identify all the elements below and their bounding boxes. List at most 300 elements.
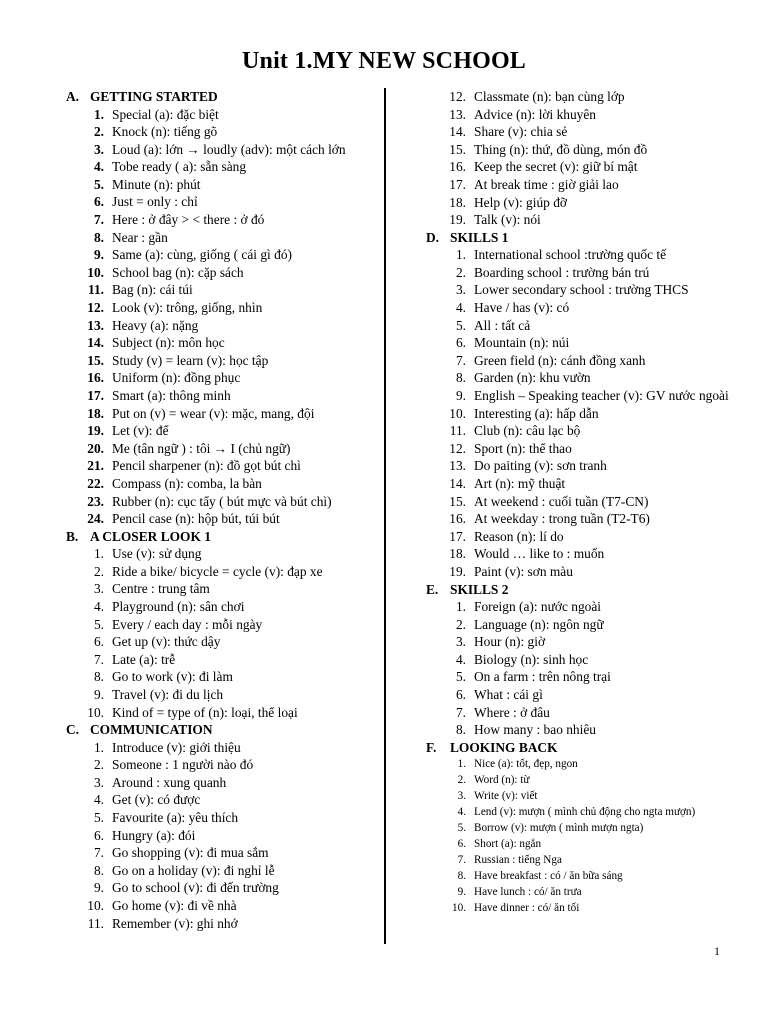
vocab-item	[426, 852, 746, 868]
item-number: 8.	[93, 669, 104, 685]
item-text: Special (a): đặc biệt	[112, 106, 219, 122]
vocab-item	[66, 686, 366, 704]
item-text: Word (n): từ	[474, 774, 530, 787]
item-number: 8.	[457, 870, 466, 883]
vocab-section	[426, 739, 746, 917]
vocab-item	[66, 844, 366, 862]
vocab-item	[66, 704, 366, 722]
item-number: 17.	[87, 388, 104, 403]
vocab-item	[66, 264, 366, 282]
vocab-item	[426, 317, 746, 335]
item-number: 14.	[87, 335, 104, 351]
item-text: English – Speaking teacher (v): GV nước ngoài	[474, 388, 729, 403]
vocab-item	[426, 772, 746, 788]
vocab-item	[426, 804, 746, 820]
item-text: Russian : tiếng Nga	[474, 854, 562, 867]
item-number: 6.	[93, 634, 104, 650]
item-text: Have breakfast : có / ăn bữa sáng	[474, 870, 623, 883]
vocab-item	[66, 106, 366, 124]
item-text: Classmate (n): bạn cùng lớp	[474, 89, 625, 104]
item-number: 4.	[455, 300, 466, 316]
vocab-item	[66, 211, 366, 229]
vocab-item	[426, 475, 746, 493]
vocab-item	[66, 123, 366, 141]
item-number: 7.	[93, 845, 104, 861]
item-text: Me (tân ngữ ) : tôi → I (chủ ngữ)	[112, 440, 291, 456]
document-title: Unit 1.MY NEW SCHOOL	[241, 48, 527, 74]
vocab-section	[66, 528, 366, 721]
item-text: Have lunch : có/ ăn trưa	[474, 886, 582, 899]
section-heading	[66, 528, 366, 546]
vocab-item	[66, 756, 366, 774]
section-title: SKILLS 2	[450, 581, 509, 597]
item-number: 17.	[449, 176, 466, 192]
item-number: 6.	[455, 335, 466, 351]
item-text: Loud (a): lớn → loudly (adv): một cách lớn	[112, 141, 346, 157]
item-text: Where : ở đâu	[474, 704, 550, 720]
section-title: GETTING STARTED	[90, 89, 218, 104]
vocab-item	[66, 281, 366, 299]
vocab-section	[426, 88, 746, 229]
item-number: 3.	[455, 282, 466, 298]
vocab-item	[66, 879, 366, 897]
vocab-item	[426, 158, 746, 176]
item-number: 7.	[93, 212, 104, 228]
item-number: 17.	[449, 528, 466, 544]
item-number: 2.	[93, 757, 104, 773]
item-text: Language (n): ngôn ngữ	[474, 616, 604, 632]
vocab-item	[66, 493, 366, 511]
item-text: Would … like to : muốn	[474, 546, 605, 562]
item-number: 9.	[93, 880, 104, 896]
vocab-section	[66, 721, 366, 932]
item-number: 1.	[455, 599, 466, 615]
vocab-list	[66, 739, 366, 933]
vocab-item	[66, 141, 366, 159]
vocab-item	[66, 405, 366, 423]
vocab-list	[426, 756, 746, 916]
section-heading	[426, 581, 746, 599]
item-number: 3.	[455, 634, 466, 650]
section-title: SKILLS 1	[450, 229, 509, 245]
vocab-item	[426, 868, 746, 884]
item-text: Favourite (a): yêu thích	[112, 810, 239, 826]
item-text: Garden (n): khu vườn	[474, 370, 591, 386]
section-letter: E.	[426, 581, 439, 597]
vocab-item	[426, 633, 746, 651]
vocab-item	[426, 563, 746, 581]
vocab-item	[66, 352, 366, 370]
item-number: 1.	[93, 106, 104, 122]
item-text: Club (n): câu lạc bộ	[474, 423, 581, 439]
item-text: Advice (n): lời khuyên	[474, 106, 596, 122]
vocab-item	[426, 836, 746, 852]
vocab-item	[426, 405, 746, 423]
item-number: 7.	[457, 854, 466, 867]
vocab-item	[66, 246, 366, 264]
item-text: Pencil sharpener (n): đồ gọt bút chì	[112, 458, 301, 474]
item-number: 4.	[457, 806, 466, 819]
vocab-item	[426, 246, 746, 264]
item-number: 13.	[87, 317, 104, 333]
section-heading	[66, 721, 366, 739]
item-text: Mountain (n): núi	[474, 335, 570, 351]
vocab-section	[66, 88, 366, 528]
item-number: 3.	[93, 774, 104, 790]
vocab-item	[426, 334, 746, 352]
item-text: Study (v) = learn (v): học tập	[112, 352, 269, 368]
item-number: 7.	[455, 704, 466, 720]
item-text: Late (a): trễ	[112, 651, 176, 667]
vocab-item	[426, 510, 746, 528]
vocab-item	[426, 528, 746, 546]
vocab-item	[66, 774, 366, 792]
item-number: 10.	[87, 898, 104, 914]
vocab-list	[426, 246, 746, 580]
item-text: Pencil case (n): hộp bút, túi bút	[112, 511, 280, 527]
vocab-item	[426, 352, 746, 370]
item-text: How many : bao nhiêu	[474, 722, 596, 738]
vocab-item	[66, 862, 366, 880]
right-column	[426, 88, 746, 916]
item-number: 5.	[93, 176, 104, 192]
left-column	[66, 88, 366, 932]
vocab-item	[66, 809, 366, 827]
item-number: 18.	[87, 405, 104, 421]
item-number: 1.	[455, 247, 466, 263]
item-text: Playground (n): sân chơi	[112, 599, 245, 615]
item-number: 4.	[93, 792, 104, 808]
item-text: Go to work (v): đi làm	[112, 669, 233, 685]
vocab-item	[426, 598, 746, 616]
section-heading	[426, 229, 746, 247]
item-text: Go home (v): đi về nhà	[112, 898, 237, 914]
vocab-item	[426, 387, 746, 405]
vocab-item	[426, 668, 746, 686]
item-text: At break time : giờ giải lao	[474, 176, 619, 192]
item-text: Go shopping (v): đi mua sắm	[112, 845, 269, 861]
item-text: Put on (v) = wear (v): mặc, mang, đội	[112, 405, 315, 421]
vocab-item	[66, 668, 366, 686]
item-text: Boarding school : trường bán trú	[474, 264, 650, 280]
vocab-item	[66, 229, 366, 247]
item-number: 10.	[452, 902, 466, 915]
item-number: 12.	[87, 300, 104, 316]
item-text: Talk (v): nói	[474, 212, 541, 228]
item-text: Heavy (a): nặng	[112, 317, 199, 333]
vocab-item	[426, 141, 746, 159]
vocab-item	[426, 721, 746, 739]
vocab-item	[426, 686, 746, 704]
item-number: 10.	[87, 264, 104, 280]
item-number: 2.	[455, 264, 466, 280]
item-text: Get (v): có được	[112, 792, 201, 808]
vocab-item	[66, 598, 366, 616]
item-text: Have dinner : có/ ăn tối	[474, 902, 580, 915]
item-number: 6.	[93, 827, 104, 843]
vocab-item	[426, 123, 746, 141]
item-text: Minute (n): phút	[112, 176, 201, 192]
vocab-section	[426, 581, 746, 739]
item-text: Remember (v): ghi nhớ	[112, 915, 238, 931]
item-text: At weekday : trong tuần (T2-T6)	[474, 511, 650, 527]
item-text: Just = only : chỉ	[112, 194, 198, 210]
item-text: Knock (n): tiếng gõ	[112, 124, 218, 140]
vocab-list	[66, 545, 366, 721]
vocab-item	[66, 317, 366, 335]
item-number: 21.	[87, 458, 104, 474]
item-text: Use (v): sử dụng	[112, 546, 202, 562]
vocab-item	[426, 194, 746, 212]
vocab-item	[426, 299, 746, 317]
item-number: 15.	[449, 141, 466, 157]
section-letter: B.	[66, 528, 79, 544]
item-text: Travel (v): đi du lịch	[112, 687, 224, 702]
section-title: COMMUNICATION	[90, 722, 213, 738]
section-title: A CLOSER LOOK 1	[90, 528, 211, 544]
vocab-item	[66, 475, 366, 493]
item-number: 9.	[93, 247, 104, 263]
item-number: 4.	[93, 599, 104, 615]
item-text: Rubber (n): cục tẩy ( bút mực và bút chì)	[112, 493, 332, 509]
vocab-item	[426, 440, 746, 458]
section-letter: A.	[66, 89, 80, 104]
vocab-item	[426, 106, 746, 124]
vocab-item	[66, 791, 366, 809]
item-number: 2.	[455, 616, 466, 632]
item-number: 5.	[457, 822, 466, 835]
item-number: 5.	[455, 669, 466, 685]
item-text: Uniform (n): đồng phục	[112, 370, 241, 386]
item-text: Let (v): để	[112, 423, 169, 439]
item-text: Subject (n): môn học	[112, 335, 225, 351]
item-text: On a farm : trên nông trại	[474, 669, 611, 685]
vocab-item	[426, 211, 746, 229]
item-text: Look (v): trông, giống, nhìn	[112, 300, 263, 316]
item-text: Do paiting (v): sơn tranh	[474, 458, 607, 474]
item-number: 7.	[93, 651, 104, 667]
item-number: 8.	[455, 722, 466, 738]
item-number: 9.	[93, 687, 104, 702]
item-number: 1.	[93, 546, 104, 562]
section-letter: D.	[426, 229, 440, 245]
vocab-item	[66, 299, 366, 317]
vocab-list	[426, 598, 746, 739]
vocab-item	[66, 651, 366, 669]
vocab-item	[426, 884, 746, 900]
item-text: Compass (n): comba, la bàn	[112, 475, 262, 491]
item-number: 19.	[449, 212, 466, 228]
item-text: Go to school (v): đi đến trường	[112, 880, 279, 896]
item-number: 1.	[457, 758, 466, 771]
item-text: Short (a): ngắn	[474, 838, 542, 851]
item-number: 3.	[93, 581, 104, 597]
section-title: LOOKING BACK	[450, 739, 558, 755]
vocab-item	[66, 193, 366, 211]
item-text: Interesting (a): hấp dẫn	[474, 405, 599, 421]
item-text: Nice (a): tốt, đẹp, ngon	[474, 758, 578, 771]
item-number: 13.	[449, 458, 466, 474]
vocab-item	[66, 616, 366, 634]
vocab-item	[66, 422, 366, 440]
item-number: 1.	[93, 739, 104, 755]
item-number: 20.	[87, 440, 104, 456]
item-text: International school :trường quốc tế	[474, 247, 667, 263]
item-text: Ride a bike/ bicycle = cycle (v): đạp xe	[112, 563, 323, 579]
item-number: 15.	[87, 352, 104, 368]
vocab-item	[66, 897, 366, 915]
item-text: Lend (v): mượn ( mình chủ động cho ngta mượn)	[474, 806, 696, 819]
item-number: 5.	[93, 616, 104, 632]
vocab-item	[66, 563, 366, 581]
vocab-item	[426, 545, 746, 563]
vocab-item	[66, 387, 366, 405]
item-number: 3.	[93, 141, 104, 157]
section-heading	[426, 739, 746, 757]
item-number: 4.	[455, 651, 466, 667]
vocab-item	[426, 281, 746, 299]
item-text: Hungry (a): đói	[112, 827, 196, 843]
item-text: Borrow (v): mượn ( mình mượn ngta)	[474, 822, 644, 835]
item-text: Introduce (v): giới thiệu	[112, 739, 241, 755]
item-number: 16.	[87, 370, 104, 386]
item-text: Same (a): cùng, giống ( cái gì đó)	[112, 247, 292, 263]
item-number: 9.	[457, 886, 466, 899]
item-number: 2.	[93, 563, 104, 579]
item-number: 3.	[457, 790, 466, 803]
vocab-item	[426, 369, 746, 387]
item-number: 2.	[93, 124, 104, 140]
item-number: 8.	[93, 229, 104, 245]
item-number: 18.	[449, 194, 466, 210]
item-text: Keep the secret (v): giữ bí mật	[474, 159, 638, 175]
item-number: 13.	[449, 106, 466, 122]
vocab-item	[426, 264, 746, 282]
item-text: Art (n): mỹ thuật	[474, 475, 566, 491]
item-number: 11.	[88, 282, 104, 298]
page-number: 1	[714, 944, 720, 958]
item-number: 8.	[93, 862, 104, 878]
vocab-item	[426, 820, 746, 836]
vocab-item	[66, 633, 366, 651]
item-number: 24.	[87, 511, 104, 527]
item-number: 11.	[87, 915, 104, 931]
item-text: Help (v): giúp đỡ	[474, 194, 567, 210]
item-text: Reason (n): lí do	[474, 528, 564, 544]
item-text: Go on a holiday (v): đi nghỉ lễ	[112, 862, 275, 878]
item-number: 8.	[455, 370, 466, 386]
item-number: 14.	[449, 124, 466, 140]
item-number: 22.	[87, 475, 104, 491]
item-text: Foreign (a): nước ngoài	[474, 599, 602, 615]
item-number: 2.	[457, 774, 466, 787]
item-number: 4.	[93, 159, 104, 175]
column-divider	[384, 88, 386, 944]
item-number: 6.	[455, 687, 466, 702]
item-text: What : cái gì	[474, 687, 543, 702]
vocab-item	[426, 493, 746, 511]
item-number: 10.	[87, 704, 104, 720]
vocab-item	[66, 827, 366, 845]
item-number: 16.	[449, 511, 466, 527]
vocab-item	[426, 422, 746, 440]
item-text: Sport (n): thể thao	[474, 440, 572, 456]
vocab-section	[426, 229, 746, 581]
vocab-item	[426, 756, 746, 772]
item-number: 5.	[93, 810, 104, 826]
item-text: Around : xung quanh	[112, 774, 227, 790]
item-number: 16.	[449, 159, 466, 175]
vocab-list	[66, 106, 366, 528]
item-text: Centre : trung tâm	[112, 581, 210, 597]
item-number: 10.	[449, 405, 466, 421]
vocab-item	[426, 900, 746, 916]
item-number: 6.	[93, 194, 104, 210]
item-number: 9.	[455, 388, 466, 403]
item-text: At weekend : cuối tuần (T7-CN)	[474, 493, 649, 509]
vocab-item	[426, 176, 746, 194]
vocab-item	[426, 788, 746, 804]
item-text: Near : gần	[112, 229, 168, 245]
item-text: Paint (v): sơn màu	[474, 563, 573, 579]
vocab-item	[426, 457, 746, 475]
vocab-item	[426, 651, 746, 669]
vocab-item	[66, 176, 366, 194]
item-number: 6.	[457, 838, 466, 851]
item-text: Share (v): chia sẻ	[474, 124, 568, 140]
item-number: 19.	[87, 423, 104, 439]
item-text: All : tất cả	[474, 317, 531, 333]
vocab-item	[66, 510, 366, 528]
vocab-item	[66, 915, 366, 933]
vocab-item	[66, 580, 366, 598]
item-text: Green field (n): cánh đồng xanh	[474, 352, 646, 368]
section-letter: F.	[426, 739, 437, 755]
vocab-item	[66, 545, 366, 563]
section-letter: C.	[66, 722, 80, 738]
item-text: Every / each day : mỗi ngày	[112, 616, 263, 632]
item-text: Get up (v): thức dậy	[112, 634, 221, 650]
vocab-item	[66, 440, 366, 458]
item-text: Here : ở đây > < there : ở đó	[112, 212, 265, 228]
item-text: Biology (n): sinh học	[474, 651, 589, 667]
vocab-item	[66, 334, 366, 352]
item-text: Have / has (v): có	[474, 300, 570, 316]
item-text: Write (v): viết	[474, 790, 538, 803]
item-text: Hour (n): giờ	[474, 634, 546, 650]
vocab-item	[66, 369, 366, 387]
vocab-item	[66, 457, 366, 475]
item-number: 18.	[449, 546, 466, 562]
item-number: 5.	[455, 317, 466, 333]
item-text: Kind of = type of (n): loại, thể loại	[112, 704, 298, 720]
vocab-item	[426, 704, 746, 722]
item-text: Smart (a): thông minh	[112, 388, 231, 403]
section-heading	[66, 88, 366, 106]
vocab-list	[426, 88, 746, 229]
item-text: Thing (n): thứ, đồ dùng, món đồ	[474, 141, 648, 157]
item-number: 19.	[449, 563, 466, 579]
item-text: Someone : 1 người nào đó	[112, 757, 254, 773]
vocab-item	[426, 616, 746, 634]
item-number: 14.	[449, 475, 466, 491]
vocab-item	[66, 739, 366, 757]
item-text: School bag (n): cặp sách	[112, 264, 244, 280]
item-number: 11.	[449, 423, 466, 439]
item-text: Bag (n): cái túi	[112, 282, 193, 298]
item-number: 15.	[449, 493, 466, 509]
item-number: 7.	[455, 352, 466, 368]
